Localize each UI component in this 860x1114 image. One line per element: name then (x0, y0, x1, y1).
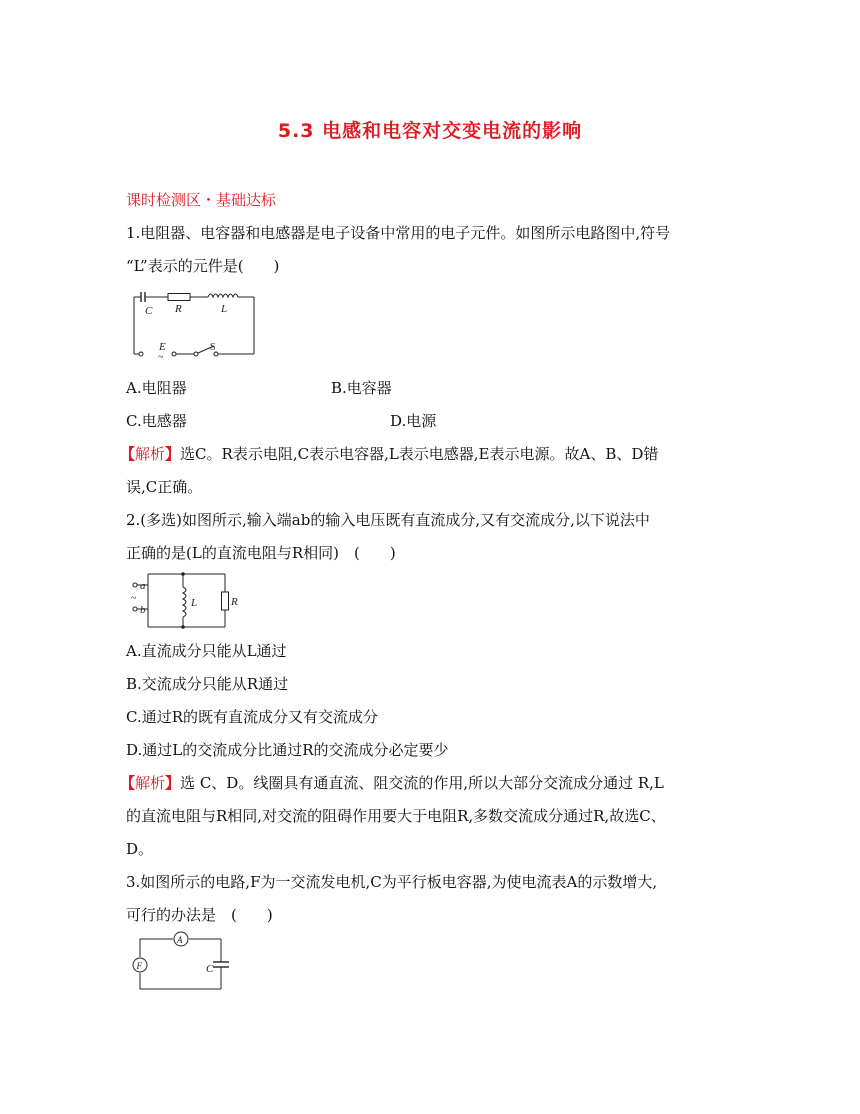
q1-circuit-diagram (128, 290, 258, 362)
q2-analysis-label: 解析 (135, 774, 166, 792)
q3-fig-label-c: C (206, 963, 214, 975)
q1-stem-line2: “L”表示的元件是( ) (126, 257, 280, 275)
page-title: 5.3 电感和电容对交变电流的影响 (277, 120, 583, 142)
q1-fig-tilde: ~ (158, 352, 164, 363)
q1-fig-label-r: R (175, 303, 182, 315)
q1-fig-label-e: E (159, 341, 166, 353)
q3-stem-line2: 可行的办法是 ( ) (126, 906, 273, 924)
q2-analysis-open-bracket: 【 (120, 774, 136, 792)
q2-fig-label-r: R (231, 596, 238, 608)
q1-fig-label-c: C (145, 305, 153, 317)
q3-circuit-diagram (128, 928, 228, 994)
q1-stem-line1: 1.电阻器、电容器和电感器是电子设备中常用的电子元件。如图所示电路图中,符号 (126, 224, 671, 242)
q2-option-d: D.通过L的交流成分比通过R的交流成分必定要少 (126, 741, 449, 759)
q2-analysis-text: 选 C、D。线圈具有通直流、阻交流的作用,所以大部分交流成分通过 R,L (180, 774, 664, 792)
q1-analysis-line2: 误,C正确。 (126, 478, 203, 496)
q2-stem-line1: 2.(多选)如图所示,输入端ab的输入电压既有直流成分,又有交流成分,以下说法中 (126, 511, 650, 529)
q1-analysis-close-bracket: 】 (165, 445, 181, 463)
q1-analysis-text: 选C。R表示电阻,C表示电容器,L表示电感器,E表示电源。故A、B、D错 (180, 445, 659, 463)
q1-option-c: C.电感器 (126, 412, 187, 430)
q2-fig-label-b: b (140, 604, 146, 616)
q2-option-b: B.交流成分只能从R通过 (126, 675, 289, 693)
q2-analysis-line3: D。 (126, 840, 154, 858)
q2-analysis-line2: 的直流电阻与R相同,对交流的阻碍作用要大于电阻R,多数交流成分通过R,故选C、 (126, 807, 666, 825)
q2-circuit-diagram (128, 570, 240, 632)
q3-fig-ammeter-label: A (177, 935, 183, 945)
q2-option-a: A.直流成分只能从L通过 (126, 642, 287, 660)
q1-analysis-label: 解析 (135, 445, 166, 463)
q2-analysis-close-bracket: 】 (165, 774, 181, 792)
q2-fig-label-l: L (191, 597, 198, 609)
q1-fig-label-s: S (210, 342, 216, 353)
q1-option-a: A.电阻器 (126, 379, 187, 397)
q2-stem-line2: 正确的是(L的直流电阻与R相同) ( ) (126, 544, 396, 562)
q2-fig-tilde: ~ (131, 593, 137, 604)
section-heading: 课时检测区・基础达标 (126, 191, 277, 209)
q3-fig-generator-label: F (136, 961, 142, 971)
q1-analysis-line1 (120, 444, 658, 464)
q2-fig-label-a: a (140, 580, 146, 592)
q1-option-d: D.电源 (390, 412, 437, 430)
q1-analysis-open-bracket: 【 (120, 445, 136, 463)
q2-analysis-line1 (120, 773, 664, 793)
q3-stem-line1: 3.如图所示的电路,F为一交流发电机,C为平行板电容器,为使电流表A的示数增大, (126, 873, 658, 891)
q1-fig-label-l: L (221, 303, 228, 315)
q2-option-c: C.通过R的既有直流成分又有交流成分 (126, 708, 379, 726)
q1-option-b: B.电容器 (331, 379, 392, 397)
